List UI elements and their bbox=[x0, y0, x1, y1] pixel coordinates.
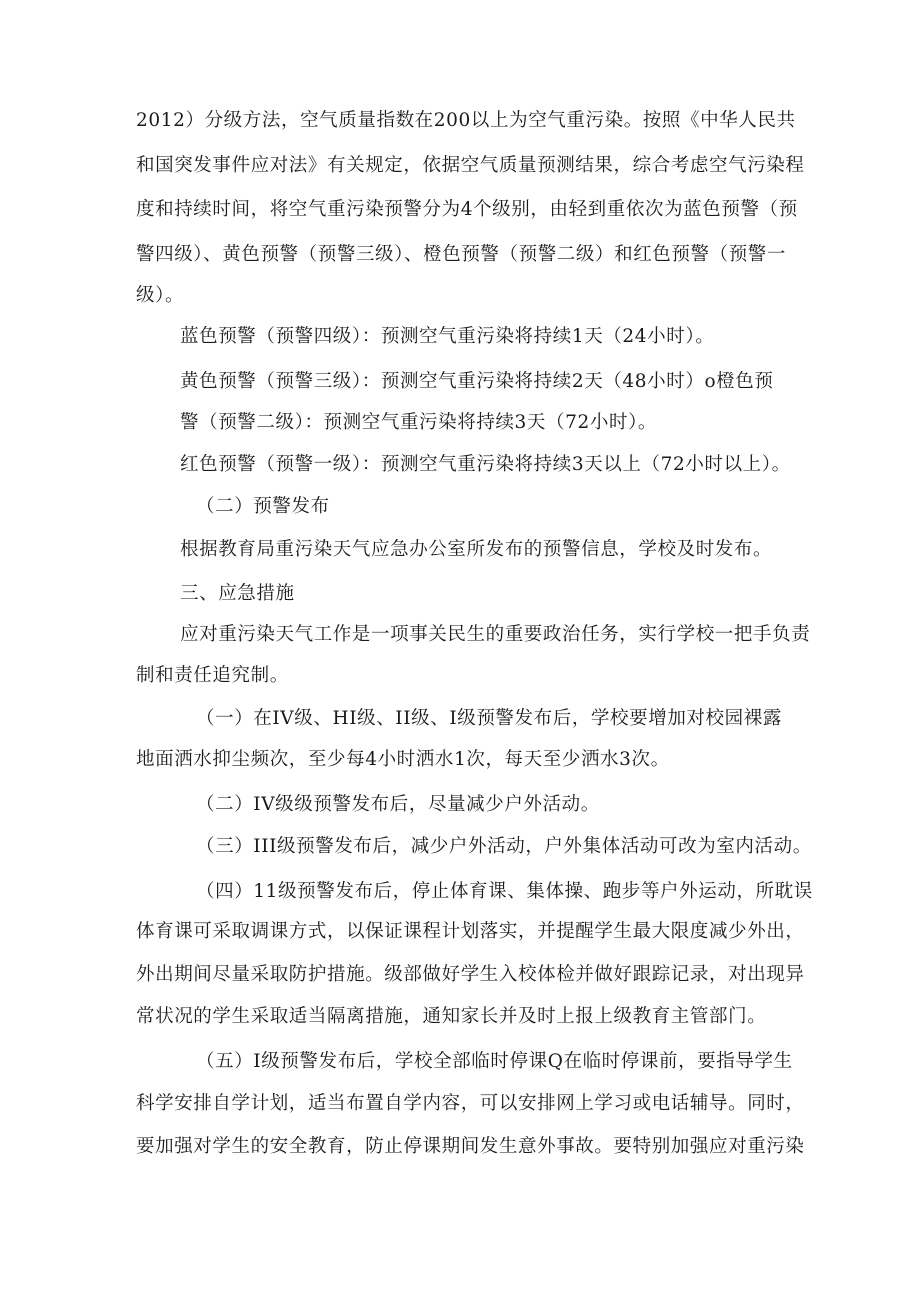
text-line: 制和责任追究制。 bbox=[136, 665, 289, 686]
text-line: 蓝色预警（预警四级）：预测空气重污染将持续1天（24小时）。 bbox=[180, 326, 715, 347]
text-line: （五）I级预警发布后，学校全部临时停课Q在临时停课前，要指导学生 bbox=[196, 1051, 793, 1072]
text-line: 体育课可采取调课方式，以保证课程计划落实，并提醒学生最大限度减少外出， bbox=[136, 921, 805, 942]
text-line: 黄色预警（预警三级）：预测空气重污染将持续2天（48小时）o橙色预 bbox=[180, 371, 774, 392]
text-line: （四）11级预警发布后，停止体育课、集体操、跑步等户外运动，所耽误 bbox=[196, 881, 813, 902]
text-line: （二）IV级级预警发布后，尽量减少户外活动。 bbox=[196, 794, 600, 815]
text-line: 应对重污染天气工作是一项事关民生的重要政治任务，实行学校一把手负责 bbox=[180, 624, 811, 645]
text-line: 红色预警（预警一级）：预测空气重污染将持续3天以上（72小时以上）。 bbox=[180, 454, 791, 475]
text-line: 警（预警二级）：预测空气重污染将持续3天（72小时）。 bbox=[180, 412, 658, 433]
text-line: 要加强对学生的安全教育，防止停课期间发生意外事故。要特别加强应对重污染 bbox=[136, 1136, 805, 1157]
text-line: 2012）分级方法，空气质量指数在200以上为空气重污染。按照《中华人民共 bbox=[136, 110, 796, 131]
text-line: 度和持续时间，将空气重污染预警分为4个级别，由轻到重依次为蓝色预警（预 bbox=[136, 199, 798, 220]
text-line: 地面洒水抑尘频次，至少每4小时洒水1次，每天至少洒水3次。 bbox=[136, 749, 670, 770]
text-line: 级）。 bbox=[136, 285, 185, 306]
section-heading: （二）预警发布 bbox=[196, 496, 330, 517]
text-line: 和国突发事件应对法》有关规定，依据空气质量预测结果，综合考虑空气污染程 bbox=[136, 155, 805, 176]
text-line: 常状况的学生采取适当隔离措施，通知家长并及时上报上级教育主管部门。 bbox=[136, 1006, 767, 1027]
text-line: （三）III级预警发布后，减少户外活动，户外集体活动可改为室内活动。 bbox=[196, 836, 812, 857]
text-line: 根据教育局重污染天气应急办公室所发布的预警信息，学校及时发布。 bbox=[180, 539, 773, 560]
text-line: 科学安排自学计划，适当布置自学内容，可以安排网上学习或电话辅导。同时， bbox=[136, 1093, 805, 1114]
text-line: 警四级）、黄色预警（预警三级）、橙色预警（预警二级）和红色预警（预警一 bbox=[136, 244, 787, 265]
section-heading: 三、应急措施 bbox=[180, 583, 295, 604]
text-line: 外出期间尽量采取防护措施。级部做好学生入校体检并做好跟踪记录，对出现异 bbox=[136, 964, 805, 985]
text-line: （一）在IV级、HI级、II级、I级预警发布后，学校要增加对校园裸露 bbox=[196, 708, 782, 729]
